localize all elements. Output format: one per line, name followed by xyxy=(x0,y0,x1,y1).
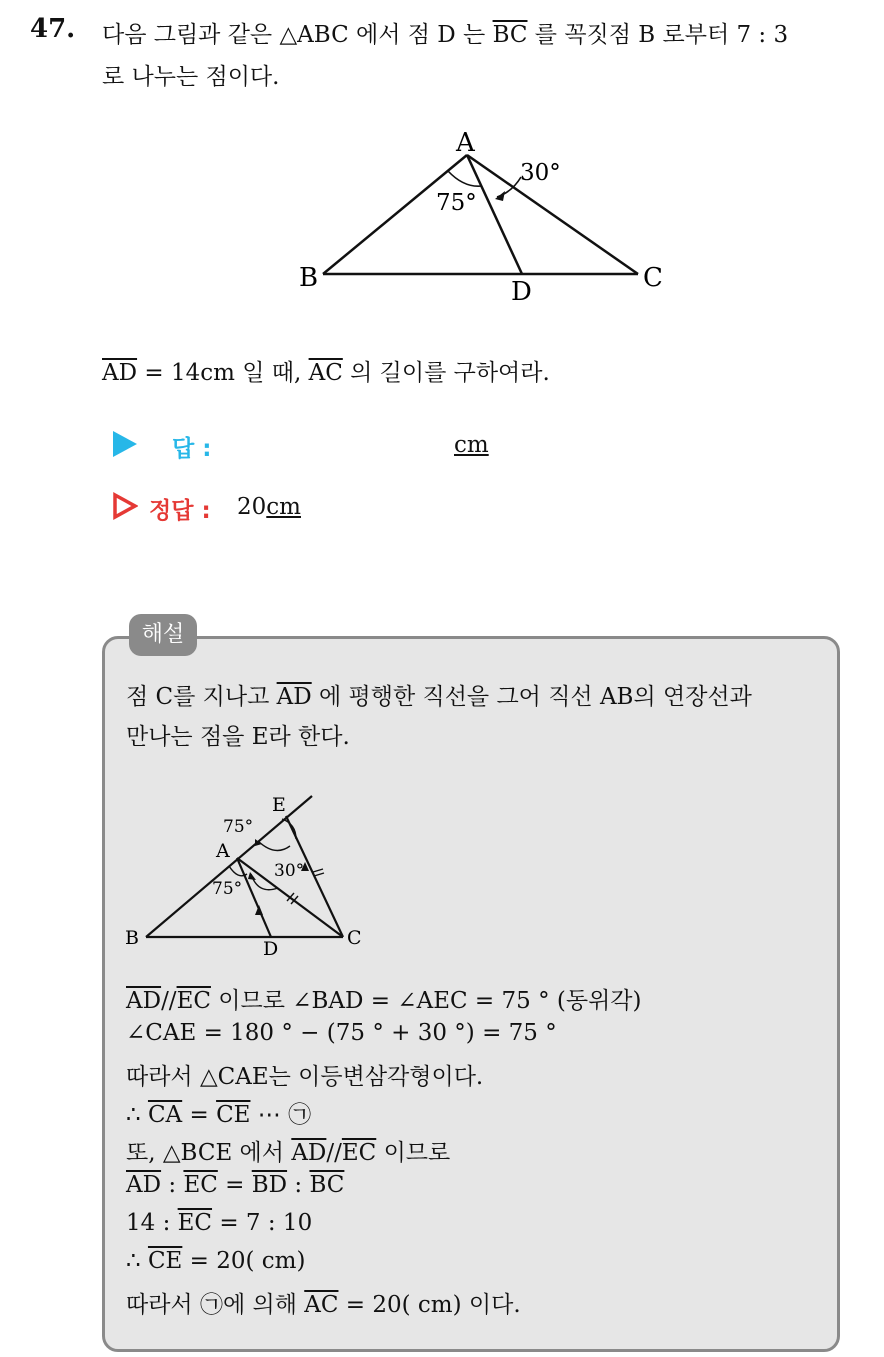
answer-input[interactable]: cm xyxy=(454,432,489,458)
play-triangle-icon xyxy=(113,431,137,457)
correct-answer-value: 20cm xyxy=(237,494,301,520)
solution-step-5: 또, △BCE 에서 $\overline{AD}//\overline{EC}$ 이므로 xyxy=(126,1140,451,1166)
solution-step-3: 따라서 △CAE는 이등변삼각형이다. xyxy=(126,1064,484,1090)
angle-30-arrowhead xyxy=(495,191,505,201)
solution-figure xyxy=(120,790,380,960)
solution-step-8: ∴ $\overline{CE} = 20$( cm) xyxy=(126,1248,306,1274)
label-a: A xyxy=(216,840,230,862)
label-c: C xyxy=(347,927,362,949)
solution-step-2: ∠CAE = 180 ° − (75 ° + 30 °) = 75 ° xyxy=(126,1020,557,1046)
arc-e xyxy=(282,819,296,839)
angle-30-label: 30° xyxy=(274,861,305,881)
solution-step-6: $\overline{AD}$ : $\overline{EC} = \overline{BD}$ : $\overline{BC}$ xyxy=(126,1172,345,1198)
label-d: D xyxy=(511,277,532,307)
solution-intro-1: 점 C를 지나고 $\overline{AD}$ 에 평행한 직선을 그어 직선 AB의 연장선과 xyxy=(126,684,752,710)
arrowhead-30 xyxy=(248,872,256,880)
question-line-1: 다음 그림과 같은 △ABC 에서 점 D 는 $\overline{BC}$ 를 꼭짓점 B 로부터 7 : 3 xyxy=(102,22,789,48)
solution-step-1: $\overline{AD}//\overline{EC}$ 이므로 ∠BAD = ∠AEC = 75 ° (동위각) xyxy=(126,988,642,1014)
label-b: B xyxy=(125,927,139,949)
arrow-ad xyxy=(255,905,263,915)
tick-ec-2 xyxy=(314,873,324,876)
angle-30-label: 30° xyxy=(520,160,561,186)
solution-intro-2: 만나는 점을 E라 한다. xyxy=(126,724,350,750)
question-number: 47. xyxy=(30,14,76,44)
solution-tag: 해설 xyxy=(129,614,197,656)
question-line-2: 로 나누는 점이다. xyxy=(102,64,280,90)
solution-step-9: 따라서 ㉠에 의해 $\overline{AC} = 20$( cm) 이다. xyxy=(126,1292,521,1318)
label-e: E xyxy=(272,794,286,816)
question-prompt: $\overline{AD} = 14cm$ 일 때, $\overline{AC}$ 의 길이를 구하여라. xyxy=(102,360,550,386)
answer-label: 답 : xyxy=(172,436,212,462)
angle-75-label: 75° xyxy=(436,190,477,216)
angle-75-top-label: 75° xyxy=(223,817,254,837)
solution-step-4: ∴ $\overline{CA} = \overline{CE}$ ⋯ ㉠ xyxy=(126,1102,312,1128)
outline-triangle-icon xyxy=(112,492,138,520)
label-a: A xyxy=(456,128,475,158)
tick-ec-1 xyxy=(313,869,323,872)
correct-answer-label: 정답 : xyxy=(149,498,211,524)
label-b: B xyxy=(299,263,319,293)
angle-75-bottom-label: 75° xyxy=(212,879,243,899)
solution-step-7: 14 : $\overline{EC} = 7$ : 10 xyxy=(126,1210,313,1236)
arc-75-top xyxy=(258,841,290,850)
label-c: C xyxy=(643,263,663,293)
label-d: D xyxy=(263,938,279,960)
triangle-figure xyxy=(290,120,680,310)
angle-30-arc xyxy=(497,177,521,197)
